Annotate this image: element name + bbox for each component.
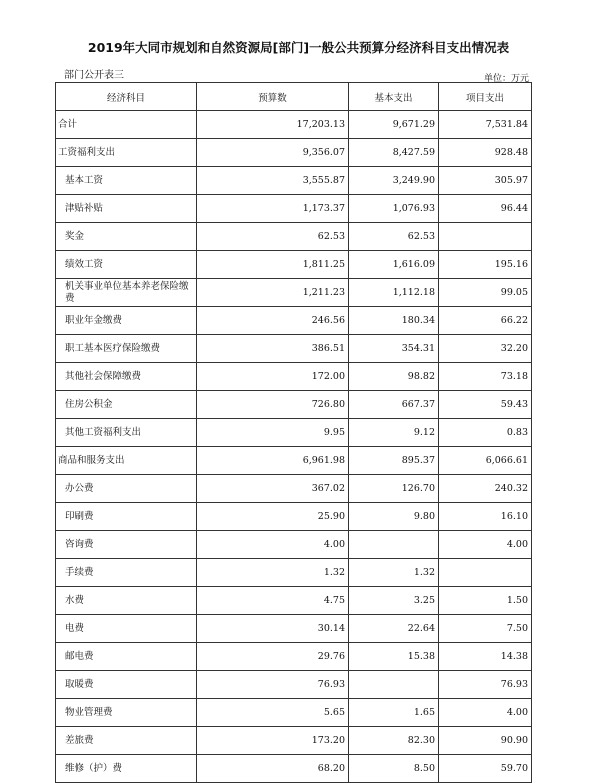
row-basic-cell: 1,076.93 (349, 195, 439, 223)
row-budget-cell: 386.51 (197, 335, 349, 363)
row-basic-cell: 3,249.90 (349, 167, 439, 195)
row-project-cell: 96.44 (439, 195, 532, 223)
row-project-cell: 305.97 (439, 167, 532, 195)
table-row (56, 391, 532, 419)
table-row (56, 419, 532, 447)
row-budget-cell: 6,961.98 (197, 447, 349, 475)
row-budget-cell: 1,173.37 (197, 195, 349, 223)
row-basic-cell: 9,671.29 (349, 111, 439, 139)
row-budget-cell: 1,811.25 (197, 251, 349, 279)
row-project-cell: 76.93 (439, 671, 532, 699)
row-basic-cell: 82.30 (349, 727, 439, 755)
row-project-cell: 90.90 (439, 727, 532, 755)
row-budget-cell: 25.90 (197, 503, 349, 531)
row-name-cell: 邮电费 (56, 643, 197, 671)
row-project-cell (439, 559, 532, 587)
row-basic-cell: 126.70 (349, 475, 439, 503)
table-row (56, 699, 532, 727)
row-basic-cell: 895.37 (349, 447, 439, 475)
row-project-cell: 73.18 (439, 363, 532, 391)
row-name-cell: 其他社会保障缴费 (56, 363, 197, 391)
row-budget-cell: 3,555.87 (197, 167, 349, 195)
row-basic-cell: 667.37 (349, 391, 439, 419)
row-budget-cell: 30.14 (197, 615, 349, 643)
row-basic-cell: 9.12 (349, 419, 439, 447)
row-project-cell: 1.50 (439, 587, 532, 615)
row-basic-cell: 62.53 (349, 223, 439, 251)
row-budget-cell: 4.75 (197, 587, 349, 615)
row-project-cell: 32.20 (439, 335, 532, 363)
table-row (56, 447, 532, 475)
row-project-cell: 14.38 (439, 643, 532, 671)
row-basic-cell (349, 531, 439, 559)
row-project-cell: 59.43 (439, 391, 532, 419)
row-name-cell: 职业年金缴费 (56, 307, 197, 335)
row-name-cell: 咨询费 (56, 531, 197, 559)
row-budget-cell: 1.32 (197, 559, 349, 587)
row-name-cell: 商品和服务支出 (56, 447, 197, 475)
unit-label: 单位：万元 (483, 74, 529, 84)
row-budget-cell: 367.02 (197, 475, 349, 503)
table-row (56, 111, 532, 139)
table-row (56, 307, 532, 335)
row-project-cell: 66.22 (439, 307, 532, 335)
row-basic-cell: 3.25 (349, 587, 439, 615)
table-header-row (56, 83, 532, 111)
row-name-cell: 办公费 (56, 475, 197, 503)
table-row (56, 755, 532, 783)
row-project-cell: 240.32 (439, 475, 532, 503)
row-basic-cell: 98.82 (349, 363, 439, 391)
row-name-cell: 电费 (56, 615, 197, 643)
row-project-cell: 4.00 (439, 699, 532, 727)
table-row (56, 279, 532, 307)
row-budget-cell: 29.76 (197, 643, 349, 671)
row-name-cell: 取暖费 (56, 671, 197, 699)
row-budget-cell: 9.95 (197, 419, 349, 447)
table-row (56, 363, 532, 391)
table-row (56, 531, 532, 559)
row-basic-cell (349, 671, 439, 699)
row-basic-cell: 1.65 (349, 699, 439, 727)
row-budget-cell: 726.80 (197, 391, 349, 419)
row-name-cell: 奖金 (56, 223, 197, 251)
header-project-expenditure: 项目支出 (439, 83, 532, 111)
table-row (56, 503, 532, 531)
row-budget-cell: 17,203.13 (197, 111, 349, 139)
row-basic-cell: 1.32 (349, 559, 439, 587)
table-row (56, 671, 532, 699)
row-name-cell: 合计 (56, 111, 197, 139)
row-project-cell: 16.10 (439, 503, 532, 531)
row-name-cell: 水费 (56, 587, 197, 615)
row-project-cell: 7.50 (439, 615, 532, 643)
table-row (56, 587, 532, 615)
row-name-cell: 津贴补贴 (56, 195, 197, 223)
row-budget-cell: 5.65 (197, 699, 349, 727)
row-name-cell: 职工基本医疗保险缴费 (56, 335, 197, 363)
row-project-cell: 7,531.84 (439, 111, 532, 139)
table-row (56, 615, 532, 643)
row-project-cell: 99.05 (439, 279, 532, 307)
table-row (56, 727, 532, 755)
table-code: 部门公开表三 (64, 70, 124, 81)
row-budget-cell: 172.00 (197, 363, 349, 391)
table-row (56, 167, 532, 195)
row-name-cell: 维修（护）费 (56, 755, 197, 783)
row-name-cell: 其他工资福利支出 (56, 419, 197, 447)
row-budget-cell: 1,211.23 (197, 279, 349, 307)
row-name-cell: 差旅费 (56, 727, 197, 755)
row-project-cell: 928.48 (439, 139, 532, 167)
row-budget-cell: 62.53 (197, 223, 349, 251)
table-row (56, 195, 532, 223)
row-project-cell (439, 223, 532, 251)
row-name-cell: 印刷费 (56, 503, 197, 531)
row-basic-cell: 1,112.18 (349, 279, 439, 307)
row-name-cell: 物业管理费 (56, 699, 197, 727)
row-project-cell: 0.83 (439, 419, 532, 447)
header-economic-subject: 经济科目 (56, 83, 197, 111)
table-row (56, 475, 532, 503)
row-name-cell: 手续费 (56, 559, 197, 587)
row-project-cell: 4.00 (439, 531, 532, 559)
page-title: 2019年大同市规划和自然资源局[部门]一般公共预算分经济科目支出情况表 (87, 40, 510, 55)
row-basic-cell: 354.31 (349, 335, 439, 363)
row-basic-cell: 22.64 (349, 615, 439, 643)
row-budget-cell: 9,356.07 (197, 139, 349, 167)
row-budget-cell: 4.00 (197, 531, 349, 559)
row-name-cell: 机关事业单位基本养老保险缴费 (56, 279, 197, 307)
row-name-cell: 基本工资 (56, 167, 197, 195)
table-row (56, 335, 532, 363)
row-budget-cell: 173.20 (197, 727, 349, 755)
table-row (56, 251, 532, 279)
row-name-cell: 住房公积金 (56, 391, 197, 419)
row-project-cell: 59.70 (439, 755, 532, 783)
row-project-cell: 6,066.61 (439, 447, 532, 475)
row-name-cell: 绩效工资 (56, 251, 197, 279)
row-basic-cell: 180.34 (349, 307, 439, 335)
row-budget-cell: 68.20 (197, 755, 349, 783)
table-row (56, 643, 532, 671)
row-budget-cell: 246.56 (197, 307, 349, 335)
row-name-cell: 工资福利支出 (56, 139, 197, 167)
expenditure-table (55, 82, 532, 783)
table-row (56, 139, 532, 167)
row-project-cell: 195.16 (439, 251, 532, 279)
row-basic-cell: 8.50 (349, 755, 439, 783)
row-basic-cell: 9.80 (349, 503, 439, 531)
row-basic-cell: 8,427.59 (349, 139, 439, 167)
header-basic-expenditure: 基本支出 (349, 83, 439, 111)
table-row (56, 559, 532, 587)
header-budget: 预算数 (197, 83, 349, 111)
table-row (56, 223, 532, 251)
row-budget-cell: 76.93 (197, 671, 349, 699)
row-basic-cell: 1,616.09 (349, 251, 439, 279)
row-basic-cell: 15.38 (349, 643, 439, 671)
